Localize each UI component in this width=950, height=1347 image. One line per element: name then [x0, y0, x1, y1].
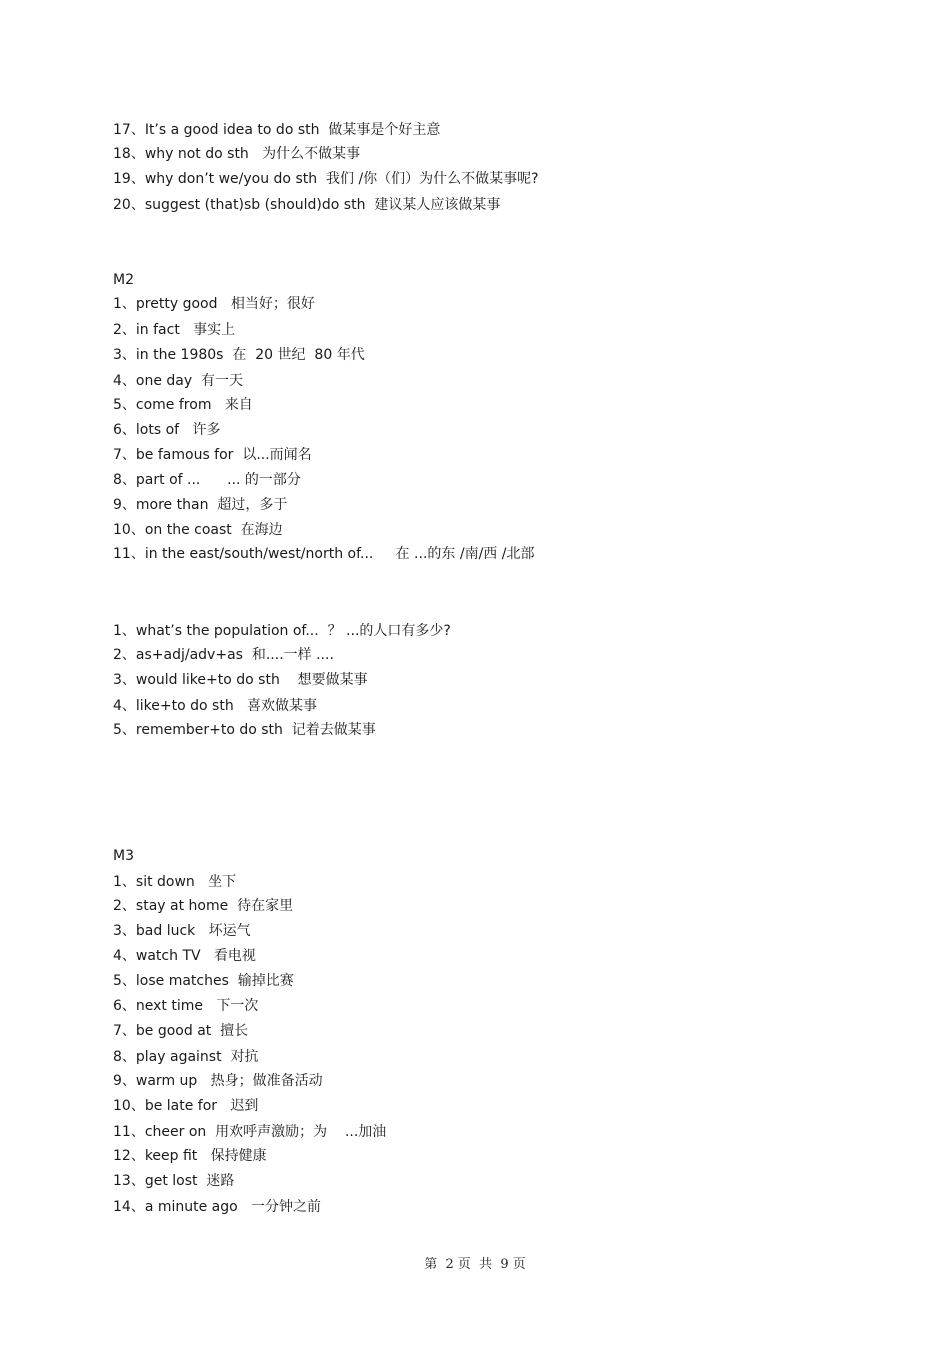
list-item: 9、more than 超过，多于 [113, 497, 288, 513]
list-item: 10、be late for 迟到 [113, 1098, 259, 1114]
list-item: 3、bad luck 坏运气 [113, 923, 251, 939]
list-item: 3、in the 1980s 在 20 世纪 80 年代 [113, 347, 365, 363]
section-heading-m2: M2 [113, 272, 134, 288]
list-item: 7、be famous for 以...而闻名 [113, 447, 312, 463]
list-item: 8、part of ... ... 的一部分 [113, 472, 301, 488]
list-item: 14、a minute ago 一分钟之前 [113, 1199, 322, 1215]
list-item: 1、pretty good 相当好；很好 [113, 296, 315, 312]
list-item: 8、play against 对抗 [113, 1049, 259, 1065]
list-item: 20、suggest (that)sb (should)do sth 建议某人应该做某事 [113, 197, 501, 213]
list-item: 4、one day 有一天 [113, 373, 244, 389]
list-item: 19、why don’t we/you do sth 我们 /你（们）为什么不做某事呢? [113, 171, 539, 187]
list-item: 13、get lost 迷路 [113, 1173, 235, 1189]
list-item: 2、as+adj/adv+as 和....一样 .... [113, 647, 334, 663]
list-item: 2、in fact 事实上 [113, 322, 236, 338]
list-item: 3、would like+to do sth 想要做某事 [113, 672, 368, 688]
list-item: 9、warm up 热身；做准备活动 [113, 1073, 323, 1089]
list-item: 7、be good at 擅长 [113, 1023, 249, 1039]
list-item: 11、in the east/south/west/north of... 在 ...的东 /南/西 /北部 [113, 546, 535, 562]
list-item: 6、lots of 许多 [113, 422, 221, 438]
list-item: 5、remember+to do sth 记着去做某事 [113, 722, 376, 738]
list-item: 12、keep fit 保持健康 [113, 1148, 267, 1164]
list-item: 1、what’s the population of... ？ ...的人口有多少? [113, 623, 451, 639]
list-item: 5、lose matches 输掉比赛 [113, 973, 294, 989]
section-heading-m3: M3 [113, 848, 134, 864]
list-item: 5、come from 来自 [113, 397, 253, 413]
list-item: 4、watch TV 看电视 [113, 948, 256, 964]
list-item: 1、sit down 坐下 [113, 874, 237, 890]
list-item: 4、like+to do sth 喜欢做某事 [113, 698, 318, 714]
list-item: 6、next time 下一次 [113, 998, 259, 1014]
page-number: 第 2 页 共 9 页 [424, 1257, 526, 1272]
list-item: 11、cheer on 用欢呼声激励；为 ...加油 [113, 1124, 387, 1140]
list-item: 10、on the coast 在海边 [113, 522, 283, 538]
list-item: 18、why not do sth 为什么不做某事 [113, 146, 361, 162]
list-item: 2、stay at home 待在家里 [113, 898, 294, 914]
list-item: 17、It’s a good idea to do sth 做某事是个好主意 [113, 122, 441, 138]
